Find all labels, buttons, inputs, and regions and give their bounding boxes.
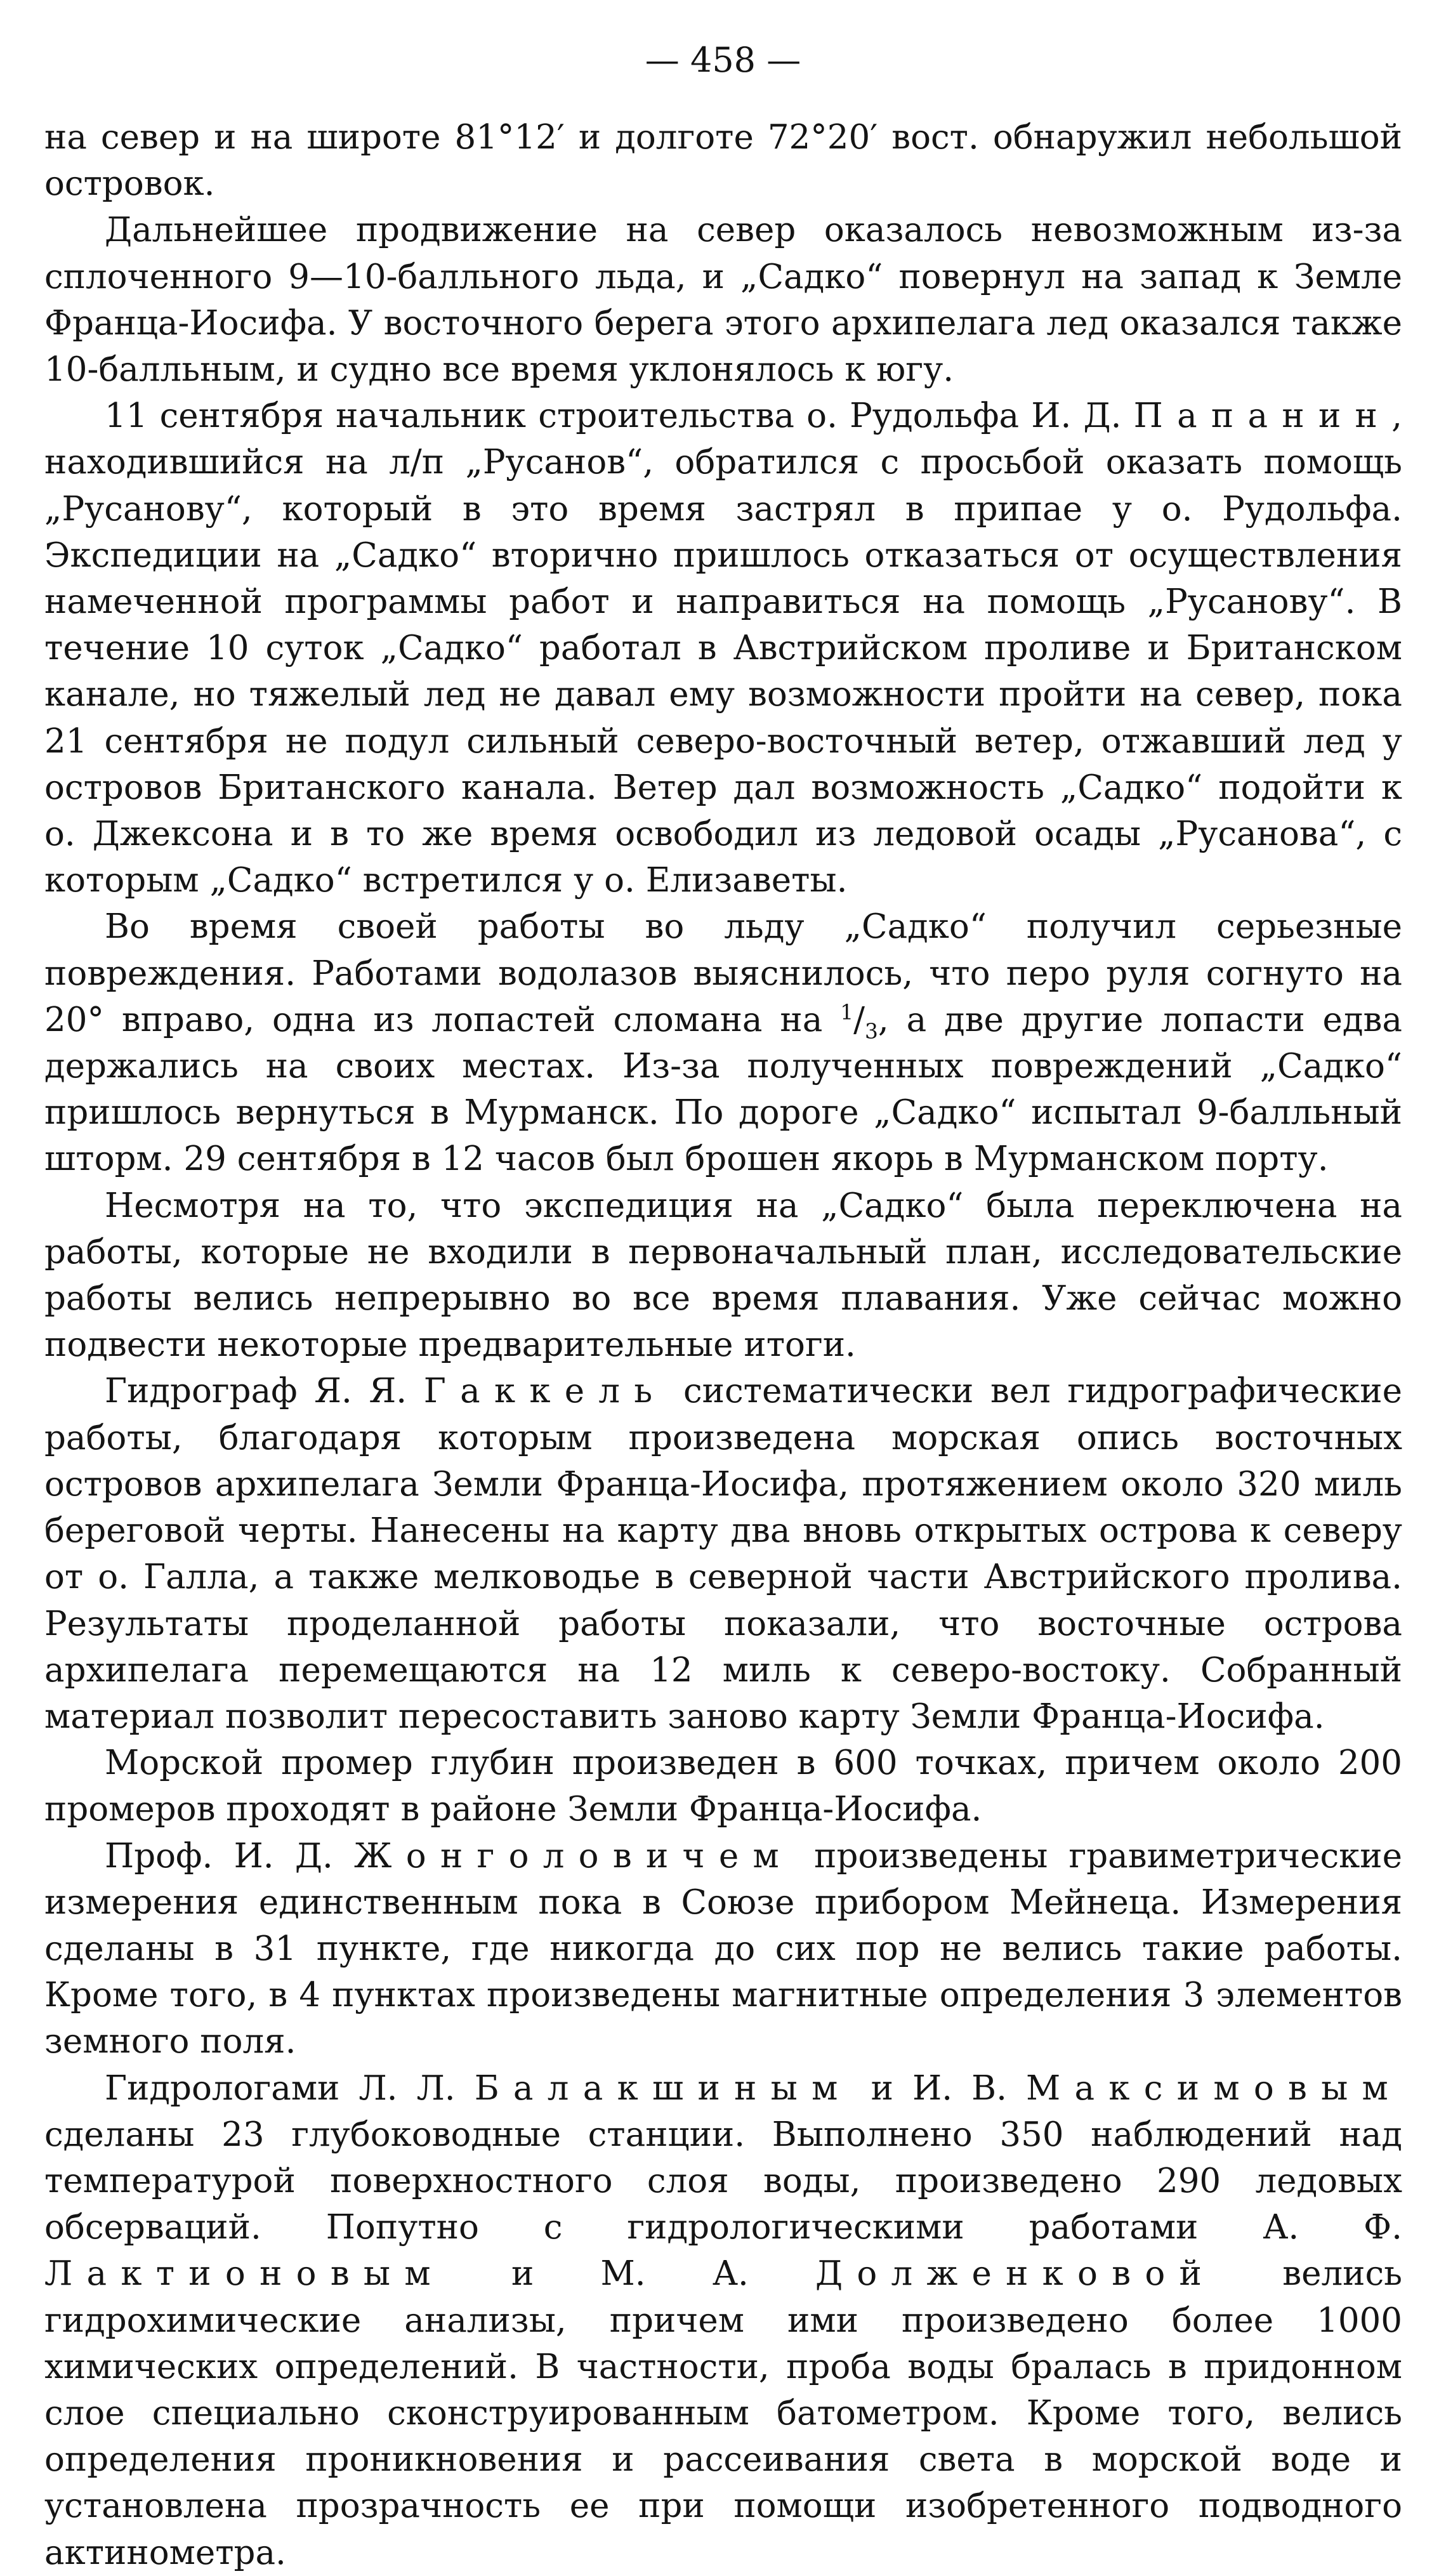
spaced-name: Максимовым bbox=[1026, 2068, 1403, 2108]
text-run: Гидрограф Я. Я. bbox=[105, 1372, 424, 1411]
paragraph-2 bbox=[44, 207, 1402, 393]
text-run: систематически вел гидрографические работы, благодаря которым произведена морская опись восточных островов архипелага Земли Франца-Иосифа, протяжением около 320 миль береговой черты. Нанесены на карту два вновь открытых острова к северу от о. Галла, а также мелководье в северной части Австрийского пролива. Результаты проделанной работы показали, что восточные острова архипелага перемещаются на 12 миль к северо-востоку. Собранный материал позволит пересоставить заново карту Земли Франца-Иосифа. bbox=[44, 1372, 1402, 1736]
spaced-name: Лактионовым bbox=[44, 2254, 445, 2294]
paragraph-1 bbox=[44, 114, 1402, 207]
spaced-name: Гаккель bbox=[423, 1372, 667, 1411]
text-run: велись гидрохимические анализы, причем ими произведено более 1000 химических определений. В частности, проба воды бралась в придонном слое специально сконструированным батометром. Кроме того, велись определения проникновения и рассеивания света в морской воде и установлена прозрачность ее при помощи изобретенного подводного актинометра. bbox=[44, 2254, 1402, 2572]
text-run: Морской промер глубин произведен в 600 точках, причем около 200 промеров проходят в районе Земли Франца-Иосифа. bbox=[44, 1744, 1402, 1829]
text-run: Гидрологами Л. Л. bbox=[105, 2068, 475, 2108]
text-run: / bbox=[853, 1000, 865, 1039]
text-run: , находившийся на л/п „Русанов“, обратился с просьбой оказать помощь „Русанову“, который в это время застрял в припае у о. Рудольфа. Экспедиции на „Садко“ вторично пришлось отказаться от осуществления намеченной программы работ и направиться на помощь „Русанову“. В течение 10 суток „Садко“ работал в Австрийском проливе и Британском канале, но тяжелый лед не давал ему возможности пройти на север, пока 21 сентября не подул сильный северо-восточный ветер, отжавший лед у островов Британского канала. Ветер дал возможность „Садко“ подойти к о. Джексона и в то же время освободил из ледовой осады „Русанова“, с которым „Садко“ встретился у о. Елизаветы. bbox=[44, 397, 1402, 900]
text-run: 11 сентября начальник строительства о. Рудольфа И. Д. bbox=[105, 397, 1134, 436]
paragraph-8 bbox=[44, 1833, 1402, 2065]
body-text bbox=[44, 114, 1402, 2576]
text-run: на север и на широте 81°12′ и долготе 72°20′ вост. обнаружил небольшой островок. bbox=[44, 118, 1402, 204]
text-run: , а две другие лопасти едва держались на своих местах. Из-за полученных повреждений „Садко“ пришлось вернуться в Мурманск. По дороге „Садко“ испытал 9-балльный шторм. 29 сентября в 12 часов был брошен якорь в Мурманском порту. bbox=[44, 1000, 1402, 1179]
text-run: Несмотря на то, что экспедиция на „Садко“ была переключена на работы, которые не входили в первоначальный план, исследовательские работы велись непрерывно во все время плавания. Уже сейчас можно подвести некоторые предварительные итоги. bbox=[44, 1186, 1402, 1365]
fraction-part: 3 bbox=[864, 1018, 878, 1044]
text-run: и И. В. bbox=[851, 2068, 1027, 2108]
spaced-name: Балакшиным bbox=[474, 2068, 852, 2108]
page-number: — 458 — bbox=[645, 40, 801, 80]
text-run: Проф. И. Д. bbox=[105, 1836, 354, 1876]
text-run: Дальнейшее продвижение на север оказалось невозможным из-за сплоченного 9—10-балльного льда, и „Садко“ повернул на запад к Земле Франца-Иосифа. У восточного берега этого архипелага лед оказался также 10-балльным, и судно все время уклонялось к югу. bbox=[44, 211, 1402, 390]
paragraph-5 bbox=[44, 1183, 1402, 1369]
text-run: и М. А. bbox=[444, 2254, 815, 2294]
spaced-name: Жонголовичем bbox=[354, 1836, 793, 1876]
text-run: сделаны 23 глубоководные станции. Выполнено 350 наблюдений над температурой поверхностного слоя воды, произведено 290 ледовых обсерваций. Попутно с гидрологическими работами А. Ф. bbox=[44, 2115, 1402, 2247]
spaced-name: Папанин bbox=[1133, 397, 1392, 436]
text-run: произведены гравиметрические измерения единственным пока в Союзе прибором Мейнеца. Измерения сделаны в 31 пункте, где никогда до сих пор не велись такие работы. Кроме того, в 4 пунктах произведены магнитные определения 3 элементов земного поля. bbox=[44, 1836, 1402, 2061]
paragraph-4 bbox=[44, 904, 1402, 1182]
paragraph-9 bbox=[44, 2065, 1402, 2576]
fraction-part: 1 bbox=[840, 999, 854, 1025]
paragraph-6 bbox=[44, 1368, 1402, 1740]
paragraph-7 bbox=[44, 1740, 1402, 1832]
text-run: Во время своей работы во льду „Садко“ получил серьезные повреждения. Работами водолазов выяснилось, что перо руля согнуто на 20° вправо, одна из лопастей сломана на bbox=[44, 907, 1402, 1039]
paragraph-3 bbox=[44, 393, 1402, 904]
spaced-name: Долженковой bbox=[815, 2254, 1216, 2294]
